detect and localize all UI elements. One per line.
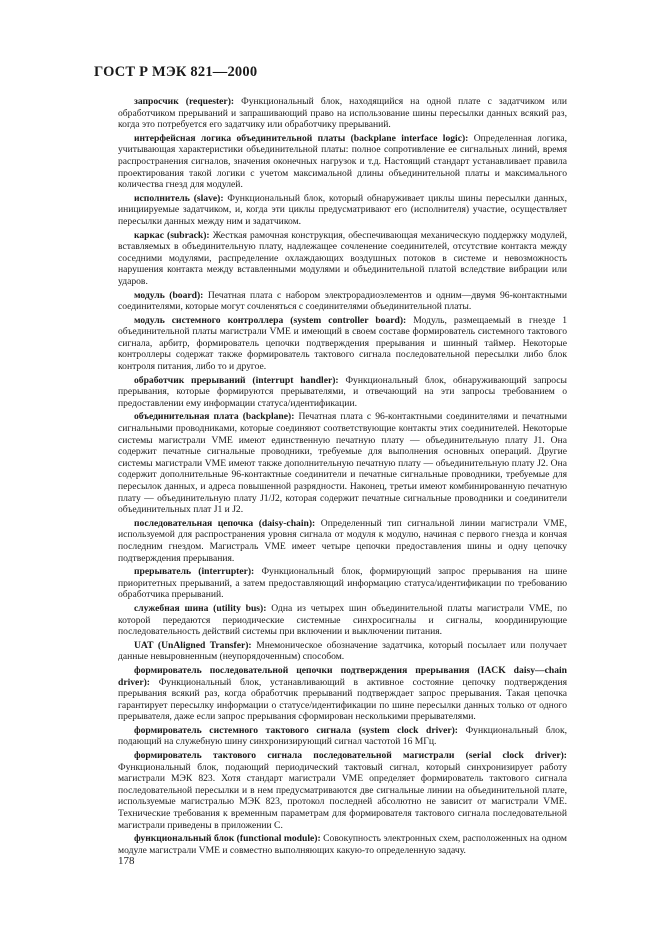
- definition-entry: [118, 315, 567, 373]
- definition-entry: [118, 133, 567, 191]
- definition-term: интерфейсная логика объединительной платы (backplane interface logic):: [134, 132, 469, 144]
- definition-text: Функциональный блок, который обнаруживает циклы шины пересылки данных, инициируемые задатчиком, и, когда эти циклы предусматривают его (исполнителя) участие, осуществляет пересылки данных между ним и задатчиком.: [118, 192, 567, 227]
- definition-term: модуль (board):: [134, 289, 204, 301]
- definition-term: служебная шина (utility bus):: [134, 602, 267, 614]
- definition-entry: [118, 603, 567, 638]
- definition-entry: [118, 640, 567, 663]
- definition-entry: [118, 725, 567, 748]
- definition-text: Определенный тип сигнальной линии магистрали VME, используемой для распространения уровня сигнала от модуля к модулю, начиная с первого гнезда и кончая последним гнездом. Магистраль VME имеет четыре цепочки предоставления шины и одну цепочку подтверждения прерывания.: [118, 517, 567, 564]
- definition-entry: [118, 750, 567, 831]
- definition-entry: [118, 375, 567, 410]
- definition-term: функциональный блок (functional module):: [134, 833, 321, 845]
- definition-text: Функциональный блок, подающий периодический тактовый сигнал, который синхронизирует работу магистрали МЭК 823. Хотя стандарт магистрали VME определяет формирователь тактового сигнала последовательной пересылки и в нем предусматриваются две сигнальные линии на объединительной плате, используемые магистралью МЭК 823, протокол последней абсолютно не зависит от магистрали VME. Технические требования к временным параметрам для формирователя тактового сигнала последовательной магистрали приведены в приложении С.: [118, 761, 567, 831]
- page-header-standard-code: ГОСТ Р МЭК 821—2000: [94, 64, 258, 80]
- definition-term: обработчик прерываний (interrupt handler):: [134, 374, 339, 386]
- definition-term: последовательная цепочка (daisy-chain):: [134, 517, 316, 529]
- definition-term: исполнитель (slave):: [134, 192, 224, 204]
- definition-text: Одна из четырех шин объединительной платы магистрали VME, по которой передаются периодические системные синхросигналы и сигналы, координирующие последовательность действий системы при включении и выключении питания.: [118, 602, 567, 638]
- definition-text: Жесткая рамочная конструкция, обеспечивающая механическую поддержку модулей, вставляемых в объединительную плату, надлежащее сочленение соединителей, отсутствие контакта между соседними модулями, распределение охлаждающих воздушных потоков в системе и невозможность нарушения контакта между вставленными модулями и объединительной платой вследствие вибрации или ударов.: [118, 229, 567, 287]
- definition-text: Функциональный блок, устанавливающий в активное состояние цепочку подтверждения прерывания всякий раз, когда обработчик прерываний подтверждает запрос прерывания. Такая цепочка гарантирует пересылку информации о статусе/идентификации по шине пересылки данных только от одного прерывателя, даже если запрос прерывания сформирован несколькими прерывателями.: [118, 676, 567, 723]
- definition-text: Функциональный блок, подающий на служебную шину синхронизирующий сигнал частотой 16 МГц.: [118, 724, 568, 748]
- definition-entry: [118, 518, 567, 564]
- definition-term: формирователь системного тактового сигнала (system clock driver):: [134, 724, 458, 736]
- definition-term: каркас (subrack):: [134, 229, 210, 241]
- definition-term: UAT (UnAligned Transfer):: [134, 639, 252, 651]
- definition-text: Модуль, размещаемый в гнезде 1 объединительной платы магистрали VME и имеющий в своем составе формирователь системного тактового сигнала, арбитр, формирователь цепочки подтверждения прерывания и шинный таймер. Некоторые контроллеры содержат также формирователь тактового сигнала последовательной пересылки либо блок контроля питания, либо то и другое.: [118, 314, 567, 373]
- definition-entry: [118, 411, 567, 515]
- definitions-body: [118, 96, 567, 858]
- definition-text: Функциональный блок, находящийся на одной плате с задатчиком или обработчиком прерываний и запрашивающий право на использование шины пересылки данных всякий раз, когда это потребуется его задатчику или обработчику прерываний.: [118, 96, 567, 131]
- definition-text: Определенная логика, учитывающая характеристики объединительной платы: полное сопротивление ее сигнальных линий, время распространения сигналов, значения оконечных нагрузок и т.д. Настоящий стандарт устанавливает правила проектирования такой логики с учетом максимальной длины объединительной платы и максимального количества гнезд для модулей.: [118, 132, 567, 191]
- definition-text: Функциональный блок, обнаруживающий запросы прерывания, которые формируются прерывателями, и отвечающий на эти запросы требованием о предоставлении ему информации статуса/идентификации.: [118, 374, 568, 409]
- definition-text: Совокупность электронных схем, расположенных на одном модуле магистрали VME и совместно выполняющих какую-то определенную задачу.: [118, 833, 567, 856]
- definition-term: формирователь тактового сигнала последовательной магистрали (serial clock driver):: [134, 750, 567, 762]
- definition-entry: [118, 193, 567, 228]
- definition-entry: [118, 230, 567, 288]
- definition-term: объединительная плата (backplane):: [134, 411, 295, 423]
- definition-entry: [118, 665, 567, 723]
- definition-term: формирователь последовательной цепочки подтверждения прерывания (IACK daisy—chain driver):: [118, 664, 567, 688]
- definition-text: Печатная плата с набором электрорадиоэлементов и одним—двумя 96-контактными соединителями, которые могут сочленяться с соединителями объединительной платы.: [118, 289, 567, 313]
- definition-entry: [118, 566, 567, 601]
- definition-entry: [118, 833, 567, 856]
- definition-entry: [118, 96, 567, 131]
- page-number: 178: [118, 855, 135, 867]
- definition-term: запросчик (requester):: [134, 96, 235, 107]
- definition-term: прерыватель (interrupter):: [134, 566, 255, 578]
- definition-text: Печатная плата с 96-контактными соединителями и печатными сигнальными проводниками, которые соединяют соответствующие контакты этих соединителей. Некоторые системы магистрали VME имеют единственную печатную плату — объединительную плату J1. Она содержит печатные сигнальные проводники, требуемые для выполнения основных операций. Другие системы магистрали VME имеют также дополнительную печатную плату — объединительную плату J2. Она содержит дополнительные 96-контактные соединители и печатные сигнальные проводники, требуемые для пересылок данных, и адреса повышенной разрядности. Наконец, третьи имеют комбинированную печатную плату — объединительную плату J1/J2, которая содержит печатные сигнальные проводники и соединители объединительных плат J1 и J2.: [118, 411, 567, 516]
- definition-text: Мнемоническое обозначение задатчика, который посылает или получает данные невыровненным (неупорядоченным) способом.: [118, 639, 567, 663]
- definition-entry: [118, 290, 567, 313]
- definition-term: модуль системного контроллера (system controller board):: [134, 314, 407, 326]
- definition-text: Функциональный блок, формирующий запрос прерывания на шине приоритетных прерываний, а затем предоставляющий информацию статуса/идентификации по требованию обработчика прерываний.: [118, 566, 567, 601]
